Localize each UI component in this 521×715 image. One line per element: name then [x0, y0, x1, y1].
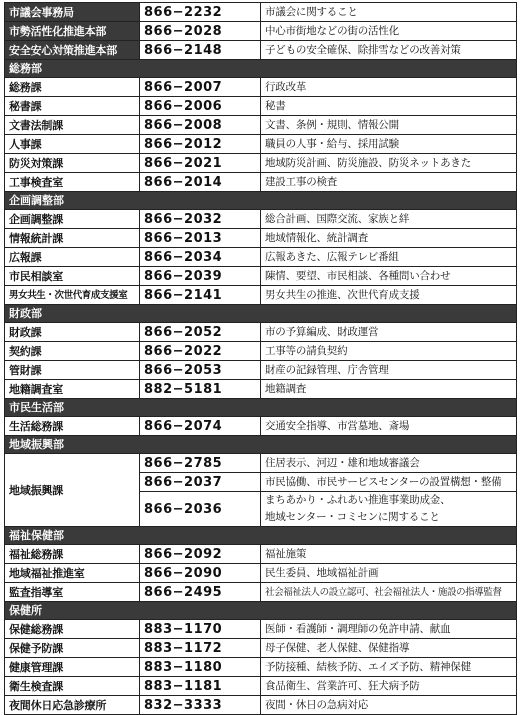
table-row	[5, 97, 517, 116]
department-name: 監査指導室	[5, 583, 140, 602]
phone-number: 866−2006	[140, 97, 261, 116]
department-duties: 男女共生の推進、次世代育成支援	[261, 286, 517, 305]
department-duties: 民生委員、地域福祉計画	[261, 564, 517, 583]
department-duties: 広報あきた、広報テレビ番組	[261, 248, 517, 267]
table-row	[5, 78, 517, 97]
department-name: 健康管理課	[5, 658, 140, 677]
phone-number: 866−2052	[140, 323, 261, 342]
department-duties: 地域防災計画、防災施設、防災ネットあきた	[261, 154, 517, 173]
department-name: 市民相談室	[5, 267, 140, 286]
department-name: 地域振興課	[5, 454, 140, 527]
department-name: 市勢活性化推進本部	[5, 22, 140, 41]
section-title: 財政部	[5, 305, 517, 323]
phone-number: 866−2034	[140, 248, 261, 267]
duties-line: 地域センター・コミセンに関すること	[265, 511, 440, 523]
phone-number: 883−1172	[140, 639, 261, 658]
table-row	[5, 696, 517, 715]
department-name: 地域福祉推進室	[5, 564, 140, 583]
department-duties: 母子保健、老人保健、保健指導	[261, 639, 517, 658]
section-header-row	[5, 436, 517, 454]
phone-number: 866−2036	[140, 492, 261, 527]
department-duties: 秘書	[261, 97, 517, 116]
table-row	[5, 658, 517, 677]
department-duties: 社会福祉法人の設立認可、社会福祉法人・施設の指導監督	[261, 583, 517, 602]
phone-number: 866−2014	[140, 173, 261, 192]
department-name: 福祉総務課	[5, 545, 140, 564]
section-title: 福祉保健部	[5, 527, 517, 545]
phone-number: 866−2022	[140, 342, 261, 361]
department-duties: 福祉施策	[261, 545, 517, 564]
table-row	[5, 677, 517, 696]
phone-number: 883−1170	[140, 620, 261, 639]
table-row	[5, 135, 517, 154]
department-duties: 建設工事の検査	[261, 173, 517, 192]
department-name: 保健総務課	[5, 620, 140, 639]
table-row	[5, 342, 517, 361]
table-row	[5, 210, 517, 229]
table-row	[5, 545, 517, 564]
department-duties: 市議会に関すること	[261, 3, 517, 22]
department-name: 生活総務課	[5, 417, 140, 436]
department-name: 安全安心対策推進本部	[5, 41, 140, 60]
phone-number: 866−2495	[140, 583, 261, 602]
table-row	[5, 564, 517, 583]
phone-number: 832−3333	[140, 696, 261, 715]
table-row	[5, 454, 517, 473]
directory-page	[4, 2, 517, 715]
department-duties: 工事等の請負契約	[261, 342, 517, 361]
department-name: 契約課	[5, 342, 140, 361]
department-name: 防災対策課	[5, 154, 140, 173]
section-header-row	[5, 305, 517, 323]
phone-number: 866−2021	[140, 154, 261, 173]
phone-number: 866−2037	[140, 473, 261, 492]
department-duties: 文書、条例・規則、情報公開	[261, 116, 517, 135]
table-row	[5, 41, 517, 60]
section-header-row	[5, 60, 517, 78]
phone-number: 866−2008	[140, 116, 261, 135]
phone-number: 866−2032	[140, 210, 261, 229]
section-header-row	[5, 527, 517, 545]
department-name: 情報統計課	[5, 229, 140, 248]
table-row	[5, 583, 517, 602]
section-title: 地域振興部	[5, 436, 517, 454]
department-directory-table	[4, 2, 517, 715]
department-duties: 予防接種、結核予防、エイズ予防、精神保健	[261, 658, 517, 677]
phone-number: 866−2090	[140, 564, 261, 583]
table-row	[5, 173, 517, 192]
phone-number: 882−5181	[140, 380, 261, 399]
department-name: 男女共生・次世代育成支援室	[5, 286, 140, 305]
department-name: 工事検査室	[5, 173, 140, 192]
table-row	[5, 22, 517, 41]
department-name: 地籍調査室	[5, 380, 140, 399]
phone-number: 866−2012	[140, 135, 261, 154]
section-title: 総務部	[5, 60, 517, 78]
phone-number: 866−2092	[140, 545, 261, 564]
phone-number: 866−2028	[140, 22, 261, 41]
department-name: 文書法制課	[5, 116, 140, 135]
phone-number: 883−1181	[140, 677, 261, 696]
duties-line: まちあかり・ふれあい推進事業助成金、	[265, 494, 451, 506]
table-row	[5, 620, 517, 639]
department-duties: 子どもの安全確保、除排雪などの改善対策	[261, 41, 517, 60]
table-row	[5, 154, 517, 173]
section-title: 保健所	[5, 602, 517, 620]
phone-number: 866−2141	[140, 286, 261, 305]
table-row	[5, 3, 517, 22]
table-row	[5, 380, 517, 399]
phone-number: 866−2013	[140, 229, 261, 248]
department-duties: 食品衛生、営業許可、狂犬病予防	[261, 677, 517, 696]
phone-number: 866−2148	[140, 41, 261, 60]
department-duties: 地籍調査	[261, 380, 517, 399]
department-name: 企画調整課	[5, 210, 140, 229]
department-name: 人事課	[5, 135, 140, 154]
table-row	[5, 248, 517, 267]
department-duties: 市の予算編成、財政運営	[261, 323, 517, 342]
department-duties: 医師・看護師・調理師の免許申請、献血	[261, 620, 517, 639]
department-duties: 総合計画、国際交流、家族と絆	[261, 210, 517, 229]
department-duties: 陳情、要望、市民相談、各種問い合わせ	[261, 267, 517, 286]
department-duties: 夜間・休日の急病対応	[261, 696, 517, 715]
department-duties: 職員の人事・給与、採用試験	[261, 135, 517, 154]
section-header-row	[5, 192, 517, 210]
section-title: 企画調整部	[5, 192, 517, 210]
phone-number: 883−1180	[140, 658, 261, 677]
table-row	[5, 116, 517, 135]
department-name: 秘書課	[5, 97, 140, 116]
department-name: 総務課	[5, 78, 140, 97]
department-name: 管財課	[5, 361, 140, 380]
department-name: 広報課	[5, 248, 140, 267]
phone-number: 866−2039	[140, 267, 261, 286]
department-duties	[261, 492, 517, 527]
department-name: 夜間休日応急診療所	[5, 696, 140, 715]
department-name: 保健予防課	[5, 639, 140, 658]
department-name: 市議会事務局	[5, 3, 140, 22]
department-name: 財政課	[5, 323, 140, 342]
phone-number: 866−2785	[140, 454, 261, 473]
department-duties: 交通安全指導、市営墓地、斎場	[261, 417, 517, 436]
table-row	[5, 323, 517, 342]
phone-number: 866−2074	[140, 417, 261, 436]
table-row	[5, 639, 517, 658]
table-row	[5, 286, 517, 305]
table-row	[5, 417, 517, 436]
section-title: 市民生活部	[5, 399, 517, 417]
department-duties: 住居表示、河辺・雄和地域審議会	[261, 454, 517, 473]
table-row	[5, 361, 517, 380]
table-row	[5, 229, 517, 248]
department-name: 衛生検査課	[5, 677, 140, 696]
phone-number: 866−2053	[140, 361, 261, 380]
department-duties: 財産の記録管理、庁舎管理	[261, 361, 517, 380]
phone-number: 866−2007	[140, 78, 261, 97]
department-duties: 中心市街地などの街の活性化	[261, 22, 517, 41]
section-header-row	[5, 602, 517, 620]
section-header-row	[5, 399, 517, 417]
department-duties: 地域情報化、統計調査	[261, 229, 517, 248]
phone-number: 866−2232	[140, 3, 261, 22]
table-row	[5, 267, 517, 286]
department-duties: 市民協働、市民サービスセンターの設置構想・整備	[261, 473, 517, 492]
department-duties: 行政改革	[261, 78, 517, 97]
